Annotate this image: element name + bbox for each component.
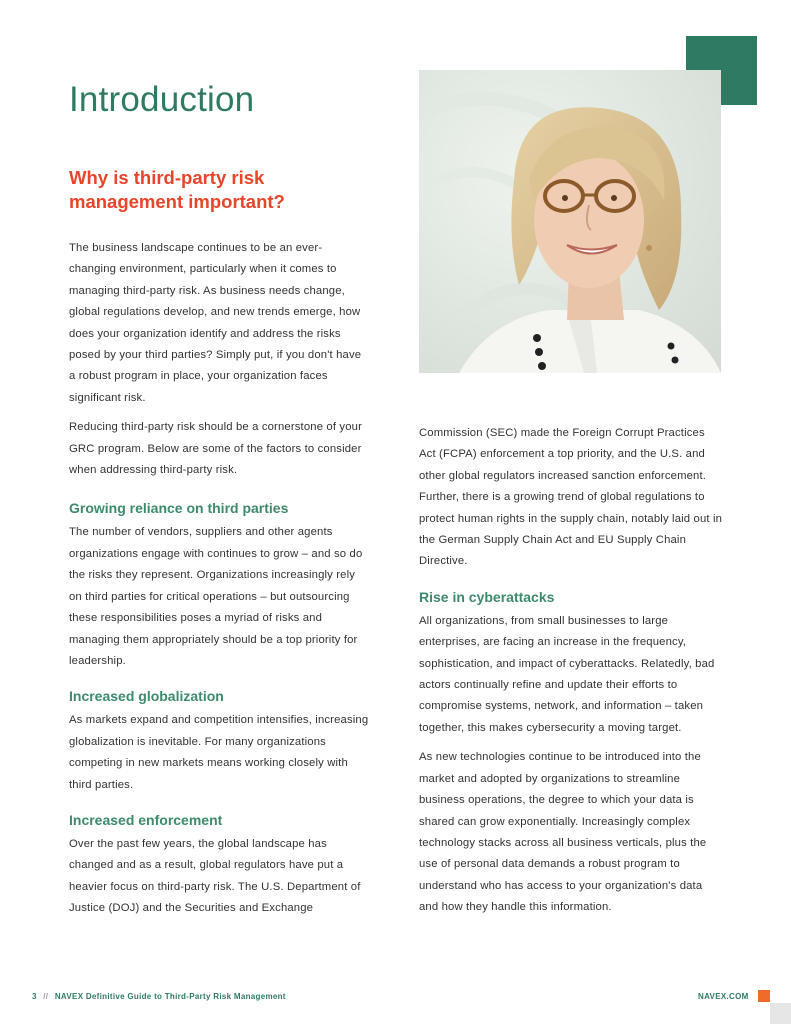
portrait-photo xyxy=(419,70,721,373)
orange-square-icon xyxy=(758,990,770,1002)
left-column xyxy=(69,166,369,928)
site-link[interactable]: NAVEX.COM xyxy=(698,992,749,1001)
page-title: Introduction xyxy=(69,80,255,119)
page-number: 3 xyxy=(32,992,37,1001)
section-body-cyberattacks: All organizations, from small businesses to large enterprises, are facing an increase in the frequency, sophistication, and impact of cyberattacks. Relatedly, bad actors continually refine and update their efforts to compromise systems, network, and information – taken together, this makes cybersecurity a moving target. xyxy=(419,614,715,734)
section-body-cyberattacks: As new technologies continue to be introduced into the market and adopted by organizations to streamline business operations, the degree to which your data is shared can grow exponentially. Increasingly complex technology stacks across all business verticals, plus the use of personal data demands a robust program to understand who has access to your organization's data and how they handle this information. xyxy=(419,751,707,914)
right-column xyxy=(419,423,724,927)
page-footer xyxy=(0,990,791,1006)
section-body-globalization: As markets expand and competition intensifies, increasing globalization is inevitable. For many organizations competing in new markets means working closely with third parties. xyxy=(69,714,369,791)
section-heading-cyberattacks: Rise in cyberattacks xyxy=(419,588,555,605)
section-heading-globalization: Increased globalization xyxy=(69,688,224,705)
section-body-enforcement: Over the past few years, the global landscape has changed and as a result, global regulators have put a heavier focus on third-party risk. The U.S. Department of Justice (DOJ) and the Securities and Exchange xyxy=(69,837,361,915)
continued-paragraph: Commission (SEC) made the Foreign Corrupt Practices Act (FCPA) enforcement a top priority, and the U.S. and other global regulators increased sanction enforcement. Further, there is a growing trend of global regulations to protect human rights in the supply chain, notably laid out in the German Supply Chain Act and EU Supply Chain Directive. xyxy=(419,427,723,568)
section-body-reliance: The number of vendors, suppliers and other agents organizations engage with continues to grow – and so do the risks they represent. Organizations increasingly rely on third parties for critical operations – but outsourcing these responsibilities poses a myriad of risks and managing them appropriately should be a top priority for leadership. xyxy=(69,526,363,667)
section-heading-reliance: Growing reliance on third parties xyxy=(69,500,289,517)
footer-separator: // xyxy=(43,992,49,1001)
intro-paragraph: Reducing third-party risk should be a cornerstone of your GRC program. Below are some of the factors to consider when addressing third-party risk. xyxy=(69,421,363,477)
lead-heading: Why is third-party risk management important? xyxy=(69,167,285,212)
page-corner xyxy=(770,1003,791,1024)
footer-left xyxy=(32,992,286,1001)
intro-paragraph: The business landscape continues to be an ever-changing environment, particularly when it comes to managing third-party risk. As business needs change, global regulations develop, and new trends emerge, how does your organization identify and address the risks posed by your third parties? Simply put, if you don't have a robust program in place, your organization faces significant risk. xyxy=(69,242,362,404)
guide-title: NAVEX Definitive Guide to Third-Party Risk Management xyxy=(54,992,286,1001)
section-heading-enforcement: Increased enforcement xyxy=(69,811,223,828)
